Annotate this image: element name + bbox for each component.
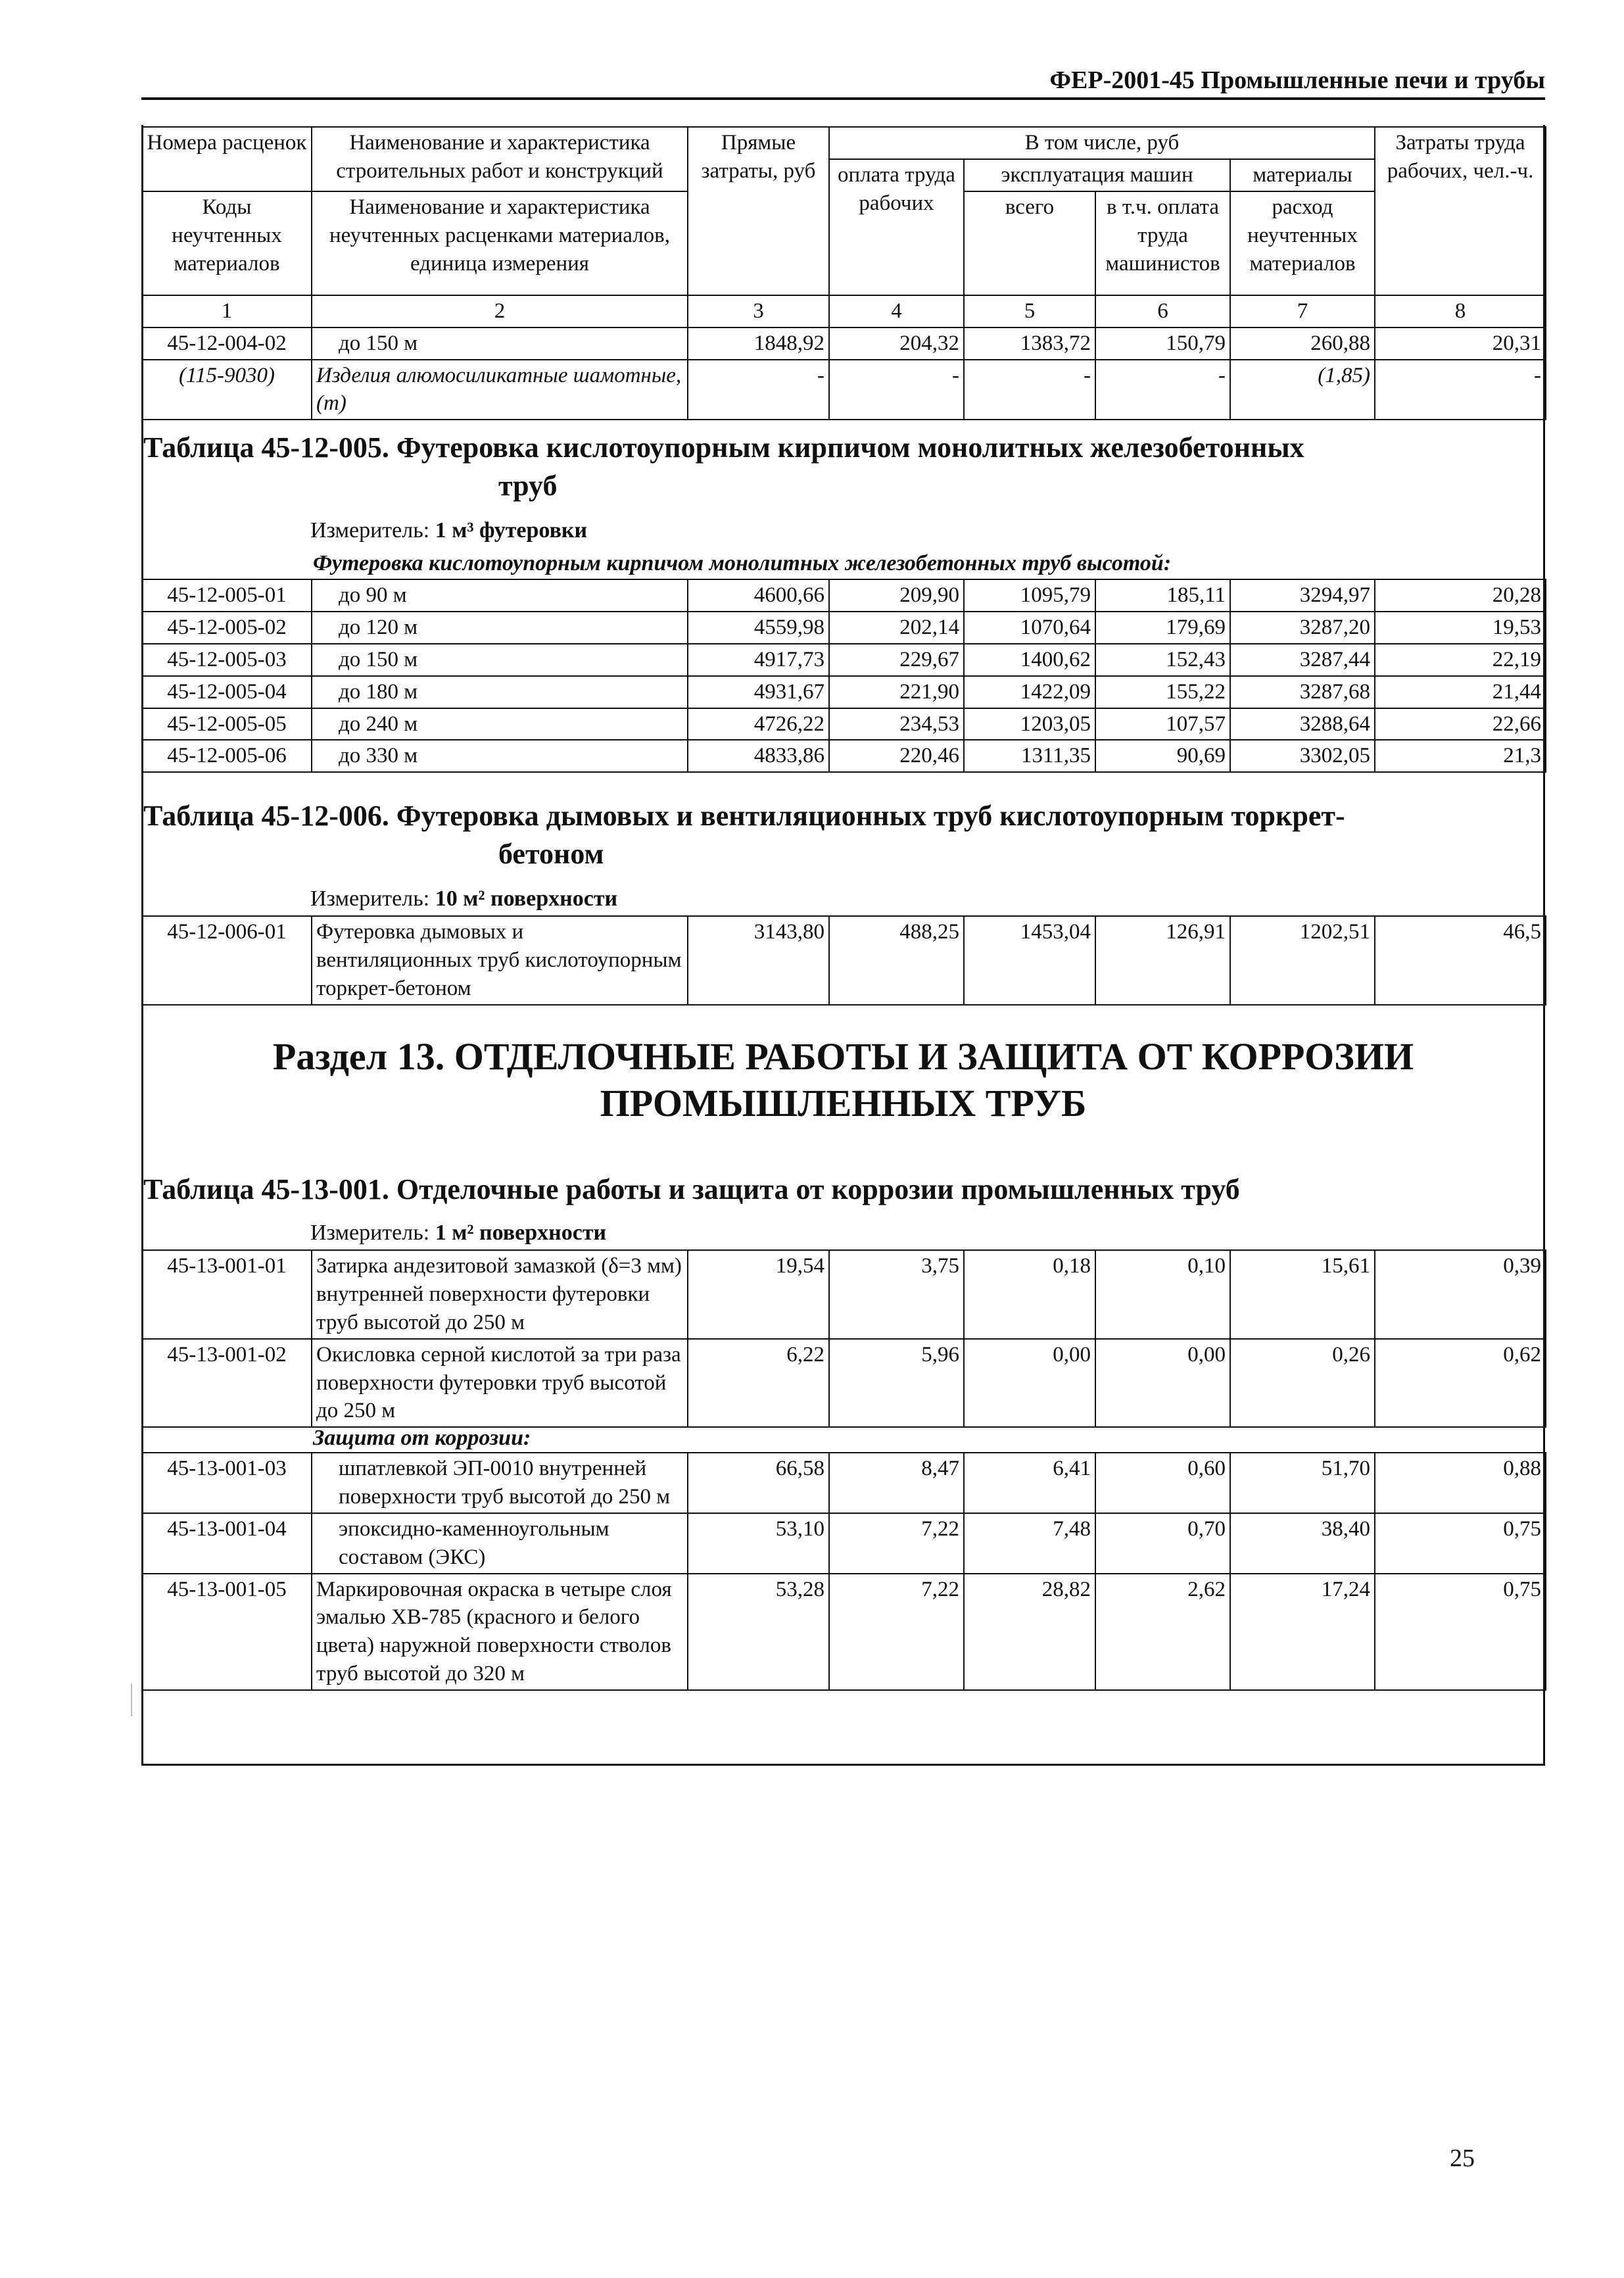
direct-costs: - bbox=[688, 360, 829, 420]
work-name: эпоксидно-каменноугольным составом (ЭКС) bbox=[312, 1513, 688, 1574]
page-header-title: ФЕР-2001-45 Промышленные печи и трубы bbox=[1049, 66, 1545, 94]
direct-costs: 53,28 bbox=[688, 1574, 829, 1691]
labor: 0,75 bbox=[1375, 1574, 1546, 1691]
header-table bbox=[141, 126, 1546, 420]
direct-costs: 1848,92 bbox=[688, 327, 829, 360]
measure-unit: Измеритель: 10 м² поверхности bbox=[310, 886, 618, 911]
rate-code: 45-13-001-04 bbox=[142, 1513, 312, 1574]
wages: 204,32 bbox=[829, 327, 964, 360]
table-title bbox=[143, 429, 1544, 505]
measure-unit: Измеритель: 1 м³ футеровки bbox=[310, 518, 588, 543]
col-header-materials: материалы bbox=[1230, 159, 1375, 191]
page-number: 25 bbox=[1450, 2145, 1475, 2172]
col-header-name-bottom: Наименование и характеристика неучтенных расценками материалов, единица измерения bbox=[312, 191, 688, 295]
col-num: 5 bbox=[964, 295, 1095, 327]
col-num: 1 bbox=[142, 295, 312, 327]
section-heading bbox=[141, 1034, 1545, 1127]
direct-costs: 6,22 bbox=[688, 1339, 829, 1428]
measure-value: 1 м³ футеровки bbox=[435, 518, 588, 543]
work-name: Окисловка серной кислотой за три раза поверхности футеровки труб высотой до 250 м bbox=[312, 1339, 688, 1428]
machinists-wages: 185,11 bbox=[1095, 579, 1230, 612]
machines-total: 1383,72 bbox=[964, 327, 1095, 360]
rate-code: 45-13-001-01 bbox=[142, 1250, 312, 1339]
wages: 209,90 bbox=[829, 579, 964, 612]
machinists-wages: - bbox=[1095, 360, 1230, 420]
wages: 234,53 bbox=[829, 708, 964, 740]
table-row bbox=[142, 1453, 1546, 1513]
work-name: до 150 м bbox=[312, 327, 688, 360]
col-header-codes-bottom: Коды неучтенных материалов bbox=[142, 191, 312, 295]
labor: 21,44 bbox=[1375, 676, 1546, 708]
work-name: Футеровка дымовых и вентиляционных труб кислотоупорным торкрет-бетоном bbox=[312, 916, 688, 1005]
machinists-wages: 0,60 bbox=[1095, 1453, 1230, 1513]
col-num: 4 bbox=[829, 295, 964, 327]
labor: 22,66 bbox=[1375, 708, 1546, 740]
material-name: Изделия алюмосиликатные шамотные, (т) bbox=[312, 360, 688, 420]
materials: 3288,64 bbox=[1230, 708, 1375, 740]
materials: 0,26 bbox=[1230, 1339, 1375, 1428]
materials: 3294,97 bbox=[1230, 579, 1375, 612]
direct-costs: 19,54 bbox=[688, 1250, 829, 1339]
work-name: до 240 м bbox=[312, 708, 688, 740]
table-title-line: труб bbox=[498, 470, 558, 502]
labor: 0,88 bbox=[1375, 1453, 1546, 1513]
table-45-12-006 bbox=[141, 915, 1546, 1006]
table-title bbox=[143, 797, 1544, 873]
labor: 20,28 bbox=[1375, 579, 1546, 612]
materials: 260,88 bbox=[1230, 327, 1375, 360]
work-name: до 90 м bbox=[312, 579, 688, 612]
labor: 20,31 bbox=[1375, 327, 1546, 360]
machines-total: 1070,64 bbox=[964, 612, 1095, 644]
machines-total: 1311,35 bbox=[964, 740, 1095, 772]
rate-code: 45-12-005-04 bbox=[142, 676, 312, 708]
rate-code: 45-12-005-03 bbox=[142, 644, 312, 676]
wages: 229,67 bbox=[829, 644, 964, 676]
machinists-wages: 0,70 bbox=[1095, 1513, 1230, 1574]
rate-code: 45-13-001-02 bbox=[142, 1339, 312, 1428]
section-heading-line: ПРОМЫШЛЕННЫХ ТРУБ bbox=[600, 1081, 1087, 1125]
materials: 3302,05 bbox=[1230, 740, 1375, 772]
machinists-wages: 152,43 bbox=[1095, 644, 1230, 676]
rate-code: 45-12-006-01 bbox=[142, 916, 312, 1005]
machines-total: 1400,62 bbox=[964, 644, 1095, 676]
machinists-wages: 0,10 bbox=[1095, 1250, 1230, 1339]
wages: 7,22 bbox=[829, 1574, 964, 1691]
table-row bbox=[142, 644, 1546, 676]
direct-costs: 66,58 bbox=[688, 1453, 829, 1513]
wages: 7,22 bbox=[829, 1513, 964, 1574]
table-row bbox=[142, 708, 1546, 740]
col-header-name-top: Наименование и характеристика строительных работ и конструкций bbox=[312, 127, 688, 191]
measure-value: 10 м² поверхности bbox=[435, 886, 618, 911]
rate-code: 45-12-005-05 bbox=[142, 708, 312, 740]
labor: - bbox=[1375, 360, 1546, 420]
table-row bbox=[142, 360, 1546, 420]
work-name: Затирка андезитовой замазкой (δ=3 мм) внутренней поверхности футеровки труб высотой до 250 м bbox=[312, 1250, 688, 1339]
wages: 221,90 bbox=[829, 676, 964, 708]
col-num: 2 bbox=[312, 295, 688, 327]
table-row bbox=[142, 740, 1546, 772]
work-name: Маркировочная окраска в четыре слоя эмалью ХВ-785 (красного и белого цвета) наружной поверхности стволов труб высотой до 320 м bbox=[312, 1574, 688, 1691]
col-num: 8 bbox=[1375, 295, 1546, 327]
direct-costs: 4833,86 bbox=[688, 740, 829, 772]
measure-value: 1 м² поверхности bbox=[435, 1221, 607, 1245]
direct-costs: 4726,22 bbox=[688, 708, 829, 740]
work-name: шпатлевкой ЭП-0010 внутренней поверхности труб высотой до 250 м bbox=[312, 1453, 688, 1513]
col-header-unaccounted-materials: расход неучтенных материалов bbox=[1230, 191, 1375, 295]
direct-costs: 53,10 bbox=[688, 1513, 829, 1574]
machinists-wages: 155,22 bbox=[1095, 676, 1230, 708]
col-num: 3 bbox=[688, 295, 829, 327]
machines-total: 6,41 bbox=[964, 1453, 1095, 1513]
table-row bbox=[142, 676, 1546, 708]
table-title-line: Таблица 45-12-006. Футеровка дымовых и вентиляционных труб кислотоупорным торкрет- bbox=[143, 800, 1345, 832]
machines-total: 1453,04 bbox=[964, 916, 1095, 1005]
machinists-wages: 179,69 bbox=[1095, 612, 1230, 644]
machines-total: 1203,05 bbox=[964, 708, 1095, 740]
col-header-labor: Затраты труда рабочих, чел.-ч. bbox=[1375, 127, 1546, 295]
table-row bbox=[142, 916, 1546, 1005]
table-title-line: бетоном bbox=[498, 838, 604, 871]
table-row bbox=[142, 1339, 1546, 1428]
rate-code: 45-13-001-03 bbox=[142, 1453, 312, 1513]
table-title bbox=[143, 1171, 1544, 1209]
machines-total: 1422,09 bbox=[964, 676, 1095, 708]
table-row bbox=[142, 612, 1546, 644]
table-row bbox=[142, 1513, 1546, 1574]
labor: 0,62 bbox=[1375, 1339, 1546, 1428]
rate-code: 45-12-005-06 bbox=[142, 740, 312, 772]
labor: 46,5 bbox=[1375, 916, 1546, 1005]
labor: 22,19 bbox=[1375, 644, 1546, 676]
table-45-12-005 bbox=[141, 579, 1546, 773]
machinists-wages: 126,91 bbox=[1095, 916, 1230, 1005]
materials: 3287,68 bbox=[1230, 676, 1375, 708]
machinists-wages: 2,62 bbox=[1095, 1574, 1230, 1691]
page-header bbox=[141, 66, 1545, 100]
table-row bbox=[142, 579, 1546, 612]
wages: 202,14 bbox=[829, 612, 964, 644]
rate-code: 45-12-005-02 bbox=[142, 612, 312, 644]
group-subheading: Защита от коррозии: bbox=[313, 1426, 531, 1450]
table-row bbox=[142, 1250, 1546, 1339]
direct-costs: 4931,67 bbox=[688, 676, 829, 708]
wages: 5,96 bbox=[829, 1339, 964, 1428]
table-title-line: Таблица 45-13-001. Отделочные работы и защита от коррозии промышленных труб bbox=[143, 1173, 1240, 1205]
col-header-codes-top: Номера расценок bbox=[142, 127, 312, 191]
direct-costs: 4600,66 bbox=[688, 579, 829, 612]
machines-total: 28,82 bbox=[964, 1574, 1095, 1691]
materials: 3287,44 bbox=[1230, 644, 1375, 676]
materials: 38,40 bbox=[1230, 1513, 1375, 1574]
section-heading-line: Раздел 13. ОТДЕЛОЧНЫЕ РАБОТЫ И ЗАЩИТА ОТ КОРРОЗИИ bbox=[272, 1035, 1414, 1078]
col-header-incl: В том числе, руб bbox=[829, 127, 1375, 159]
materials: 17,24 bbox=[1230, 1574, 1375, 1691]
materials: 3287,20 bbox=[1230, 612, 1375, 644]
materials: 51,70 bbox=[1230, 1453, 1375, 1513]
work-name: до 120 м bbox=[312, 612, 688, 644]
wages: 220,46 bbox=[829, 740, 964, 772]
rate-code: 45-12-005-01 bbox=[142, 579, 312, 612]
materials: (1,85) bbox=[1230, 360, 1375, 420]
wages: 8,47 bbox=[829, 1453, 964, 1513]
col-header-direct-costs: Прямые затраты, руб bbox=[688, 127, 829, 295]
materials: 15,61 bbox=[1230, 1250, 1375, 1339]
col-num: 7 bbox=[1230, 295, 1375, 327]
group-subheading: Футеровка кислотоупорным кирпичом монолитных железобетонных труб высотой: bbox=[313, 551, 1172, 575]
direct-costs: 4559,98 bbox=[688, 612, 829, 644]
machinists-wages: 0,00 bbox=[1095, 1339, 1230, 1428]
machines-total: 0,18 bbox=[964, 1250, 1095, 1339]
machinists-wages: 150,79 bbox=[1095, 327, 1230, 360]
labor: 0,39 bbox=[1375, 1250, 1546, 1339]
work-name: до 180 м bbox=[312, 676, 688, 708]
wages: - bbox=[829, 360, 964, 420]
machines-total: 7,48 bbox=[964, 1513, 1095, 1574]
direct-costs: 4917,73 bbox=[688, 644, 829, 676]
work-name: до 330 м bbox=[312, 740, 688, 772]
table-row bbox=[142, 1574, 1546, 1691]
table-title-line: Таблица 45-12-005. Футеровка кислотоупорным кирпичом монолитных железобетонных bbox=[143, 431, 1304, 464]
table-row bbox=[142, 327, 1546, 360]
rate-code: 45-12-004-02 bbox=[142, 327, 312, 360]
material-code: (115-9030) bbox=[142, 360, 312, 420]
wages: 3,75 bbox=[829, 1250, 964, 1339]
wages: 488,25 bbox=[829, 916, 964, 1005]
scan-mark bbox=[131, 1684, 132, 1716]
machines-total: - bbox=[964, 360, 1095, 420]
machinists-wages: 107,57 bbox=[1095, 708, 1230, 740]
col-header-machines: эксплуатация машин bbox=[964, 159, 1230, 191]
labor: 21,3 bbox=[1375, 740, 1546, 772]
col-num: 6 bbox=[1095, 295, 1230, 327]
machines-total: 0,00 bbox=[964, 1339, 1095, 1428]
col-header-wages: оплата труда рабочих bbox=[829, 159, 964, 295]
direct-costs: 3143,80 bbox=[688, 916, 829, 1005]
col-header-machinists-wages: в т.ч. оплата труда машинистов bbox=[1095, 191, 1230, 295]
rate-code: 45-13-001-05 bbox=[142, 1574, 312, 1691]
machines-total: 1095,79 bbox=[964, 579, 1095, 612]
col-header-machines-total: всего bbox=[964, 191, 1095, 295]
table-45-13-001 bbox=[141, 1249, 1546, 1428]
labor: 19,53 bbox=[1375, 612, 1546, 644]
labor: 0,75 bbox=[1375, 1513, 1546, 1574]
materials: 1202,51 bbox=[1230, 916, 1375, 1005]
measure-unit: Измеритель: 1 м² поверхности bbox=[310, 1221, 607, 1245]
machinists-wages: 90,69 bbox=[1095, 740, 1230, 772]
table-45-13-001-protection bbox=[141, 1452, 1546, 1691]
work-name: до 150 м bbox=[312, 644, 688, 676]
